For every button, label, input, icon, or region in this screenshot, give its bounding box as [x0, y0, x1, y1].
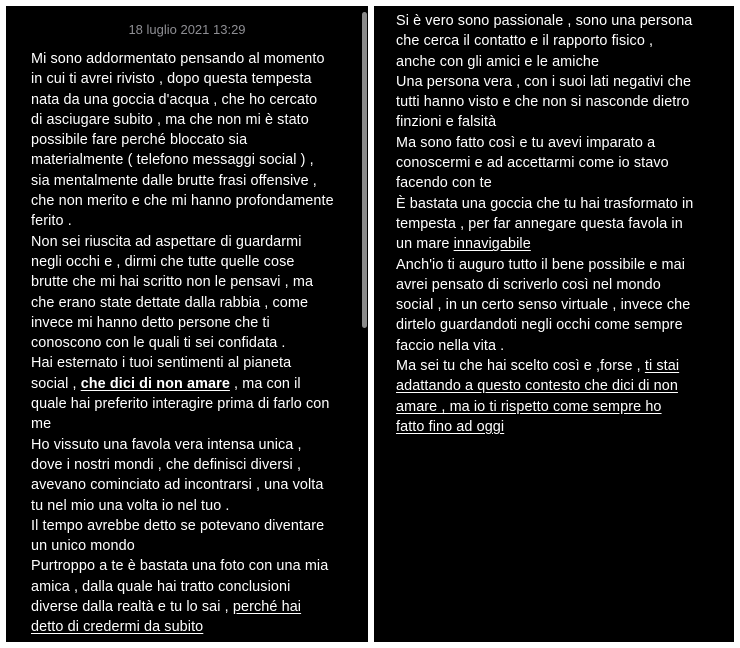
line-text: nata da una goccia d'acqua , che ho cercato	[31, 91, 318, 108]
text-line	[31, 150, 361, 170]
text-line	[396, 112, 726, 132]
text-line	[31, 211, 361, 231]
text-line	[31, 556, 361, 576]
text-line	[31, 353, 361, 373]
line-text: di asciugare subito , ma che non mi è stato	[31, 111, 309, 128]
text-line	[396, 376, 726, 396]
text-line	[31, 597, 361, 617]
line-text: Purtroppo a te è bastata una foto con una mia	[31, 558, 329, 575]
text-line	[31, 191, 361, 211]
left-note-panel	[6, 6, 368, 642]
underlined-link-text[interactable]: perché hai	[232, 599, 302, 616]
text-line	[396, 194, 726, 214]
text-line	[396, 336, 726, 356]
underlined-link-text[interactable]: innavigabile	[453, 236, 531, 253]
text-line	[31, 272, 361, 292]
line-text: un unico mondo	[31, 538, 135, 555]
line-text: tu nel mio una volta io nel tuo .	[31, 497, 230, 514]
text-line	[31, 414, 361, 434]
line-text: possibile fare perché bloccato sia	[31, 132, 248, 149]
underlined-link-text[interactable]: amare , ma io ti rispetto come sempre ho	[396, 398, 662, 415]
line-text: amica , dalla quale hai tratto conclusioni	[31, 578, 291, 595]
text-line	[31, 232, 361, 252]
line-text: avevano cominciato ad incontrarsi , una volta	[31, 477, 324, 494]
text-line	[31, 394, 361, 414]
line-text: che cerca il contatto e il rapporto fisico ,	[396, 33, 654, 50]
line-text: Non sei riuscita ad aspettare di guardarmi	[31, 233, 302, 250]
line-text: Ma sono fatto così e tu avevi imparato a	[396, 134, 656, 151]
line-text: tutti hanno visto e che non si nasconde dietro	[396, 94, 690, 111]
line-text: invece mi hanno detto persone che ti	[31, 314, 270, 331]
line-text: social ,	[31, 375, 81, 392]
text-line	[396, 214, 726, 234]
line-text: quale hai preferito interagire prima di farlo con	[31, 396, 330, 413]
scrollbar[interactable]	[362, 12, 367, 328]
line-text: conoscono con le quali ti sei confidata .	[31, 335, 286, 352]
line-text: Anch'io ti auguro tutto il bene possibile e mai	[396, 256, 686, 273]
text-line	[31, 536, 361, 556]
text-line	[31, 90, 361, 110]
underlined-link-text[interactable]: ti stai	[644, 358, 680, 375]
text-line	[396, 133, 726, 153]
text-line	[31, 171, 361, 191]
text-line	[396, 275, 726, 295]
text-line	[31, 516, 361, 536]
line-text: brutte che mi hai scritto non le pensavi , ma	[31, 274, 314, 291]
line-text: che non merito e che mi hanno profondamente	[31, 193, 334, 210]
line-text: finzioni e falsità	[396, 114, 497, 131]
line-text: Si è vero sono passionale , sono una persona	[396, 13, 693, 29]
line-text: sia mentalmente dalle brutte frasi offensive ,	[31, 172, 317, 189]
line-text: in cui ti avrei rivisto , dopo questa tempesta	[31, 71, 312, 88]
text-line	[31, 475, 361, 495]
text-line	[396, 31, 726, 51]
text-line	[31, 455, 361, 475]
text-line	[31, 374, 361, 394]
line-text: diverse dalla realtà e tu lo sai ,	[31, 599, 233, 616]
line-text: Una persona vera , con i suoi lati negativi che	[396, 73, 692, 90]
text-line	[31, 617, 361, 637]
text-line	[396, 72, 726, 92]
left-note-text	[31, 49, 361, 638]
line-text: dove i nostri mondi , che definisci diversi ,	[31, 456, 302, 473]
underlined-link-text[interactable]: che dici di non amare	[80, 375, 230, 392]
text-line	[396, 234, 726, 254]
text-line	[31, 69, 361, 89]
text-line	[396, 356, 726, 376]
text-line	[396, 255, 726, 275]
line-text: anche con gli amici e le amiche	[396, 53, 600, 70]
line-text: me	[31, 416, 52, 433]
right-note-text	[396, 11, 726, 437]
text-line	[396, 153, 726, 173]
line-text: facendo con te	[396, 175, 492, 192]
text-line	[31, 577, 361, 597]
text-line	[31, 110, 361, 130]
line-text: un mare	[396, 236, 454, 253]
text-line	[31, 496, 361, 516]
line-text: Mi sono addormentato pensando al momento	[31, 51, 325, 67]
line-text: materialmente ( telefono messaggi social ) ,	[31, 152, 314, 169]
underlined-link-text[interactable]: adattando a questo contesto che dici di non	[396, 378, 678, 395]
line-text: ferito .	[31, 213, 72, 230]
line-text: Il tempo avrebbe detto se potevano diventare	[31, 517, 325, 534]
line-text: tempesta , per far annegare questa favola in	[396, 215, 683, 232]
text-line	[31, 313, 361, 333]
text-line	[31, 130, 361, 150]
text-line	[396, 397, 726, 417]
timestamp: 18 luglio 2021 13:29	[128, 22, 246, 37]
line-text: Ho vissuto una favola vera intensa unica ,	[31, 436, 302, 453]
line-text: , ma con il	[229, 375, 301, 392]
text-line	[396, 92, 726, 112]
line-text: È bastata una goccia che tu hai trasformato in	[396, 195, 694, 212]
text-line	[396, 11, 726, 31]
text-line	[31, 252, 361, 272]
underlined-link-text[interactable]: detto di credermi da subito	[31, 619, 204, 636]
line-text: conoscermi e ad accettarmi come io stavo	[396, 155, 669, 172]
line-text: che erano state dettate dalla rabbia , come	[31, 294, 309, 311]
text-line	[31, 333, 361, 353]
text-line	[31, 435, 361, 455]
line-text: dirtelo guardandoti negli occhi come sempre	[396, 317, 683, 334]
text-line	[396, 315, 726, 335]
line-text: Hai esternato i tuoi sentimenti al pianeta	[31, 355, 292, 372]
text-line	[396, 295, 726, 315]
line-text: Ma sei tu che hai scelto così e ,forse ,	[396, 358, 645, 375]
text-line	[31, 49, 361, 69]
line-text: avrei pensato di scriverlo così nel mondo	[396, 276, 661, 293]
text-line	[396, 52, 726, 72]
text-line	[396, 417, 726, 437]
line-text: faccio nella vita .	[396, 337, 505, 354]
line-text: negli occhi e , dirmi che tutte quelle cose	[31, 253, 295, 270]
text-line	[31, 293, 361, 313]
line-text: social , in un certo senso virtuale , invece che	[396, 297, 691, 314]
text-line	[396, 173, 726, 193]
right-note-panel	[374, 6, 734, 642]
underlined-link-text[interactable]: fatto fino ad oggi	[396, 418, 505, 435]
